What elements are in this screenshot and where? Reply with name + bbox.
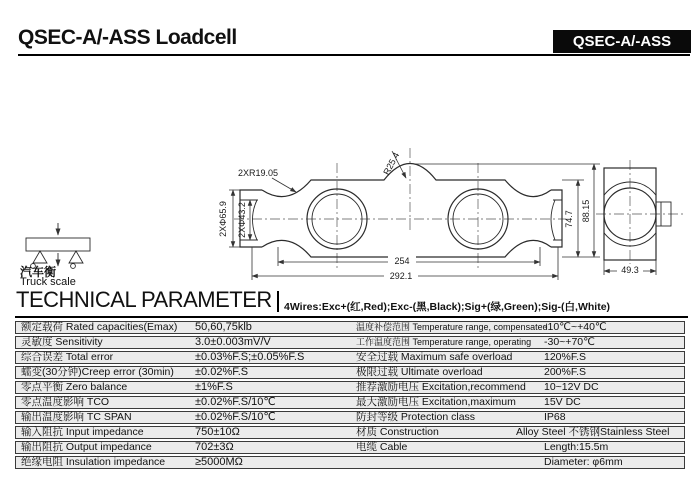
spec-row <box>15 336 685 349</box>
spec-value-left: ±0.02%F.S/10℃ <box>195 411 276 423</box>
end-view <box>596 160 684 275</box>
title-divider <box>18 54 690 56</box>
spec-label-right: 防封等级 Protection class <box>356 411 476 424</box>
heading-divider <box>277 291 279 312</box>
loadcell-body-outline <box>262 164 562 258</box>
spec-table <box>15 321 685 471</box>
spec-label-right: 最大激励电压 Excitation,maximum <box>356 396 516 409</box>
spec-row <box>15 441 685 454</box>
loadcell-technical-drawing <box>0 135 700 295</box>
spec-value-right: 10~12V DC <box>544 381 599 394</box>
spec-label-left: 输出阻抗 Output impedance <box>21 441 152 454</box>
spec-label-left: 输出温度影响 TC SPAN <box>21 411 132 424</box>
spec-label-left: 额定载荷 Rated capacities(Emax) <box>21 321 178 334</box>
spec-label-left: 绝缘电阻 Insulation impedance <box>21 456 166 469</box>
spec-label-left: 综合误差 Total error <box>21 351 114 364</box>
spec-row <box>15 396 685 409</box>
dim-overall-height: 88.15 <box>581 199 591 223</box>
dim-end-inner-dia: 2XΦ43.2 <box>237 202 247 238</box>
spec-value-left: 702±3Ω <box>195 441 234 453</box>
section-heading: TECHNICAL PARAMETER <box>16 287 272 312</box>
spec-row <box>15 351 685 364</box>
support-triangle-icon <box>69 251 83 263</box>
spec-value-left: ≥5000MΩ <box>195 456 243 468</box>
spec-row <box>15 321 685 334</box>
spec-label-right: 材质 Construction <box>356 426 439 439</box>
dim-hole-span: 254 <box>394 256 410 266</box>
spec-label-left: 零点温度影响 TCO <box>21 396 110 409</box>
spec-label-right: 温度补偿范围 Temperature range, compensated <box>356 322 548 332</box>
spec-value-right: -30~+70℃ <box>544 336 595 349</box>
spec-row <box>15 411 685 424</box>
spec-value-right: Length:15.5m <box>544 441 609 454</box>
dim-hump-radius: R25.4 <box>381 150 402 177</box>
dim-end-width: 49.3 <box>621 265 639 275</box>
application-label-en: Truck scale <box>20 276 76 288</box>
spec-value-right: 15V DC <box>544 396 581 409</box>
beam-shape <box>26 238 90 251</box>
spec-value-left: ±1%F.S <box>195 381 233 393</box>
spec-row <box>15 456 685 469</box>
spec-value-left: ±0.02%F.S/10℃ <box>195 396 276 408</box>
spec-value-left: 50,60,75klb <box>195 321 252 333</box>
spec-label-left: 灵敏度 Sensitivity <box>21 336 103 349</box>
model-badge: QSEC-A/-ASS <box>553 30 691 53</box>
spec-row <box>15 381 685 394</box>
spec-label-left: 输入阻抗 Input impedance <box>21 426 144 439</box>
dim-corner-radius: 2XR19.05 <box>238 168 279 178</box>
wiring-note: 4Wires:Exc+(红,Red);Exc-(黑,Black);Sig+(绿,Green);Sig-(白,White) <box>284 301 611 313</box>
spec-value-left: ±0.02%F.S <box>195 366 249 378</box>
spec-label-left: 蠕变(30分钟)Creep error (30min) <box>21 366 174 379</box>
truck-scale-icon <box>26 223 90 268</box>
support-triangle-icon <box>33 251 47 263</box>
spec-label-right: 极限过载 Ultimate overload <box>356 366 483 379</box>
spec-value-right: IP68 <box>544 411 566 424</box>
spec-value-left: ±0.03%F.S;±0.05%F.S <box>195 351 305 363</box>
dim-end-outer-dia: 2XΦ65.9 <box>218 201 228 237</box>
spec-label-left: 零点平衡 Zero balance <box>21 381 128 394</box>
spec-value-right: 120%F.S <box>544 351 587 364</box>
spec-value-left: 750±10Ω <box>195 426 240 438</box>
spec-value-right: 200%F.S <box>544 366 587 379</box>
spec-value-left: 3.0±0.003mV/V <box>195 336 271 348</box>
dim-body-height: 74.7 <box>564 210 574 228</box>
spec-value-right: -10℃~+40℃ <box>544 321 607 334</box>
spec-value-right: Alloy Steel 不锈钢Stainless Steel <box>516 426 670 439</box>
spec-label-right: 电缆 Cable <box>356 441 408 454</box>
spec-label-right: 安全过载 Maximum safe overload <box>356 351 513 364</box>
dim-overall-length: 292.1 <box>389 271 413 281</box>
spec-label-right: 推荐激励电压 Excitation,recommend <box>356 381 526 394</box>
spec-row <box>15 426 685 439</box>
application-label-zh: 汽车衡 <box>20 265 57 279</box>
spec-row <box>15 366 685 379</box>
spec-label-right: 工作温度范围 Temperature range, operating <box>356 337 532 347</box>
page-title: QSEC-A/-ASS Loadcell <box>18 26 237 49</box>
spec-value-right: Diameter: φ6mm <box>544 456 623 469</box>
section-divider <box>15 316 688 318</box>
